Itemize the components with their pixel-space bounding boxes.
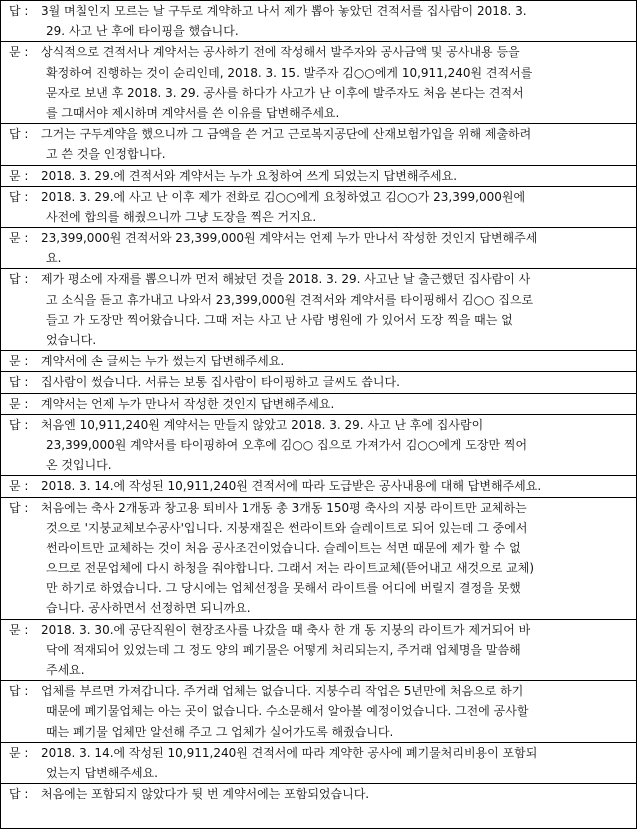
line-text: 사전에 합의를 해줬으니까 그냥 도장을 찍은 거지요. — [46, 209, 317, 224]
line-text: 29. 사고 난 후에 타이핑을 했습니다. — [46, 24, 239, 39]
speaker-label: 문 : — [9, 479, 29, 494]
speaker-label: 답 : — [9, 272, 29, 287]
line-text: 문자로 보낸 후 2018. 3. 29. 공사를 하다가 사고가 난 이후에 발주자도 처음 본다는 견적서 — [46, 85, 524, 100]
text-line — [1, 558, 636, 578]
speaker-label: 문 : — [9, 745, 29, 760]
text-line — [1, 351, 636, 371]
text-line — [1, 476, 636, 496]
text-line — [1, 372, 636, 392]
line-text: 상식적으로 견적서나 계약서는 공사하기 전에 작성해서 발주자와 공사금액 및 공사내용 등을 — [41, 45, 520, 60]
text-line — [1, 63, 636, 83]
text-line — [1, 269, 636, 289]
qa-entry — [1, 497, 636, 619]
text-line — [1, 743, 636, 763]
line-text: 썬라이트만 교체하는 것이 처음 공사조건이었습니다. 슬레이트는 석면 때문에 제가 할 수 없 — [46, 540, 521, 555]
text-line — [1, 103, 636, 123]
line-text: 2018. 3. 29.에 견적서와 계약서는 누가 요청하여 쓰게 되었는지 답변해주세요. — [41, 168, 458, 183]
line-text: 었습니다. — [46, 333, 97, 347]
text-line — [1, 394, 636, 414]
qa-entry — [1, 41, 636, 123]
line-text: 2018. 3. 14.에 작성된 10,911,240원 견적서에 따라 계약한 공사에 폐기물처리비용이 포함되 — [41, 745, 538, 760]
text-line — [1, 701, 636, 721]
text-line — [1, 166, 636, 186]
speaker-label: 문 : — [9, 354, 29, 369]
line-text: 고 소식을 듣고 휴가내고 나와서 23,399,000원 견적서와 계약서를 타이핑해서 김○○ 집으로 — [46, 292, 534, 307]
text-line — [1, 1, 636, 21]
line-text: 만 하기로 하였습니다. 그 당시에는 업체선정을 못해서 라이트를 어디에 버릴지 결정을 못했 — [46, 581, 521, 596]
text-line — [1, 310, 636, 330]
line-text: 들고 가 도장만 찍어왔습니다. 그때 저는 사고 난 사람 병원에 가 있어서 도장 찍을 때는 없 — [46, 312, 513, 327]
line-text: 업체를 부르면 가져갑니다. 주거래 업체는 없습니다. 지붕수리 작업은 5년만에 처음으로 하기 — [41, 684, 524, 699]
text-line — [1, 415, 636, 435]
line-text: 요. — [46, 251, 62, 266]
line-text: 처음에는 축사 2개동과 창고용 퇴비사 1개동 총 3개동 150평 축사의 지붕 라이트만 교체하는 — [41, 500, 527, 515]
speaker-label: 문 : — [9, 45, 29, 60]
speaker-label: 문 : — [9, 231, 29, 246]
text-line — [1, 722, 636, 742]
line-text: 를 그때서야 제시하며 계약서를 쓴 이유를 답변해주세요. — [46, 105, 340, 120]
qa-entry — [1, 680, 636, 742]
speaker-label: 답 : — [9, 684, 29, 699]
text-line — [1, 538, 636, 558]
qa-entry — [1, 619, 636, 681]
text-line — [1, 187, 636, 207]
qa-entry — [1, 186, 636, 227]
speaker-label: 답 : — [9, 417, 29, 432]
text-line — [1, 144, 636, 164]
line-text: 2018. 3. 14.에 작성된 10,911,240원 견적서에 따라 도급받은 공사내용에 대해 답변해주세요. — [41, 479, 542, 494]
text-line — [1, 498, 636, 518]
text-line — [1, 660, 636, 680]
text-line — [1, 21, 636, 41]
line-text: 고 쓴 것을 인정합니다. — [46, 147, 166, 162]
line-text: 때문에 폐기물업체는 아는 곳이 없습니다. 수소문해서 알아볼 예정이었습니다. 그전에 공사할 — [46, 704, 529, 719]
line-text: 확정하여 진행하는 것이 순리인데, 2018. 3. 15. 발주자 김○○에게 10,911,240원 견적서를 — [46, 65, 533, 80]
text-line — [1, 640, 636, 660]
text-line — [1, 784, 636, 804]
qa-entry — [1, 393, 636, 414]
line-text: 2018. 3. 30.에 공단직원이 현장조사를 나갔을 때 축사 한 개 동 지붕의 라이트가 제거되어 바 — [41, 622, 531, 637]
qa-entry — [1, 783, 636, 804]
text-line — [1, 518, 636, 538]
qa-entry — [1, 742, 636, 783]
qa-entry — [1, 123, 636, 164]
line-text: 3월 며칠인지 모르는 날 구두로 계약하고 나서 제가 뽑아 놓았던 견적서를 집사람이 2018. 3. — [41, 4, 527, 18]
text-line — [1, 42, 636, 62]
line-text: 것으로 '지붕교체보수공사'입니다. 지붕재질은 썬라이트와 슬레이트로 되어 있는데 그 중에서 — [46, 520, 528, 535]
line-text: 으므로 전문업체에 다시 하청을 줘야합니다. 그래서 저는 라이트교체(뜯어내고 새것으로 교체) — [46, 561, 535, 576]
speaker-label: 답 : — [9, 375, 29, 390]
text-line — [1, 228, 636, 248]
qa-entry — [1, 268, 636, 350]
line-text: 습니다. 공사하면서 선정하면 되니까요. — [46, 601, 251, 616]
line-text: 주세요. — [46, 663, 85, 677]
line-text: 계약서는 언제 누가 만나서 작성한 것인지 답변해주세요. — [41, 396, 335, 411]
speaker-label: 문 : — [9, 168, 29, 183]
line-text: 처음에는 포함되지 않았다가 뒷 번 계약서에는 포함되었습니다. — [41, 787, 370, 802]
line-text: 집사람이 썼습니다. 서류는 보통 집사람이 타이핑하고 글씨도 씁니다. — [41, 375, 400, 390]
text-line — [1, 330, 636, 350]
text-line — [1, 248, 636, 268]
qa-entry — [1, 165, 636, 186]
line-text: 2018. 3. 29.에 사고 난 이후 제가 전화로 김○○에게 요청하였고 김○○가 23,399,000원에 — [41, 189, 526, 204]
qa-entry — [1, 1, 636, 41]
line-text: 닥에 적재되어 있었는데 그 정도 양의 폐기물은 어떻게 처리되는지, 주거래 업체명을 말씀해 — [46, 642, 521, 657]
speaker-label: 답 : — [9, 4, 29, 18]
speaker-label: 답 : — [9, 189, 29, 204]
qa-entry — [1, 371, 636, 392]
line-text: 온 것입니다. — [46, 458, 112, 473]
speaker-label: 답 : — [9, 500, 29, 515]
text-line — [1, 598, 636, 618]
speaker-label: 답 : — [9, 127, 29, 142]
qa-entry — [1, 350, 636, 371]
text-line — [1, 207, 636, 227]
text-line — [1, 290, 636, 310]
line-text: 그거는 구두계약을 했으니까 그 금액을 쓴 거고 근로복지공단에 산재보험가입을 위해 제출하려 — [41, 127, 532, 142]
qa-entry — [1, 414, 636, 476]
speaker-label: 답 : — [9, 787, 29, 802]
line-text: 23,399,000원 견적서와 23,399,000원 계약서는 언제 누가 만나서 작성한 것인지 답변해주세 — [41, 231, 538, 246]
line-text: 계약서에 손 글씨는 누가 썼는지 답변해주세요. — [41, 354, 285, 369]
qa-entry — [1, 475, 636, 496]
speaker-label: 문 : — [9, 622, 29, 637]
speaker-label: 문 : — [9, 396, 29, 411]
line-text: 처음엔 10,911,240원 계약서는 만들지 않았고 2018. 3. 29. 사고 난 후에 집사람이 — [41, 417, 484, 432]
line-text: 때는 폐기물 업체만 알선해 주고 그 업체가 실어가도록 해줬습니다. — [46, 724, 394, 739]
text-line — [1, 620, 636, 640]
text-line — [1, 763, 636, 783]
line-text: 23,399,000원 계약서를 타이핑하여 오후에 김○○ 집으로 가져가서 김○○에게 도장만 찍어 — [46, 437, 528, 452]
text-line — [1, 578, 636, 598]
text-line — [1, 435, 636, 455]
line-text: 었는지 답변해주세요. — [46, 765, 158, 780]
line-text: 제가 평소에 자재를 뽑으니까 먼저 해놨던 것을 2018. 3. 29. 사고난 날 출근했던 집사람이 사 — [41, 272, 531, 287]
qa-entry — [1, 227, 636, 268]
text-line — [1, 124, 636, 144]
text-line — [1, 455, 636, 475]
text-line — [1, 681, 636, 701]
text-line — [1, 83, 636, 103]
